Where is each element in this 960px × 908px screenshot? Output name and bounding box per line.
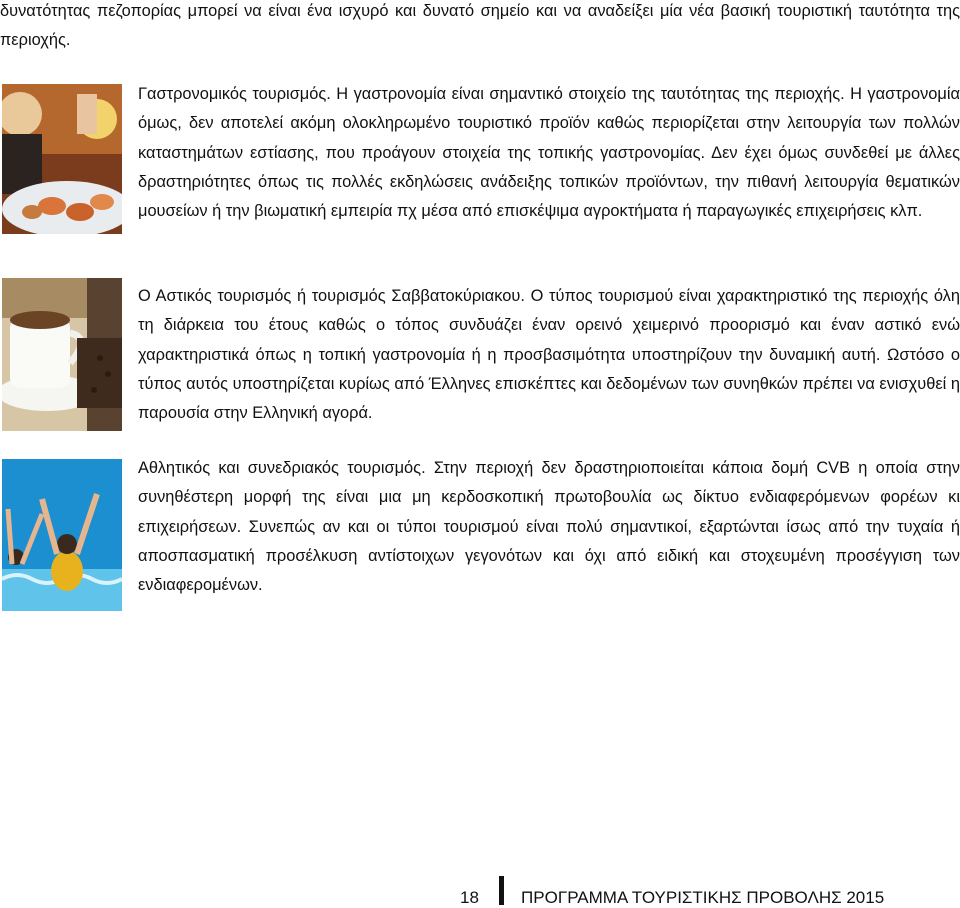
footer-title: ΠΡΟΓΡΑΜΜΑ ΤΟΥΡΙΣΤΙΚΗΣ ΠΡΟΒΟΛΗΣ 2015 — [521, 888, 885, 907]
footer-divider — [499, 876, 504, 905]
page-number: 18 — [460, 888, 479, 907]
section-urban-text: Ο Αστικός τουρισμός ή τουρισμός Σαββατοκύριακου. Ο τύπος τουρισμού είναι χαρακτηριστικό της περιοχής όλη τη διάρκεια του έτους καθώς ο τόπος συνδυάζει έναν ορεινό χειμερινό προορισμό και έναν αστικό ενώ χαρακτηριστικά όπως η τοπική γαστρονομία ή η προσβασιμότητα υποστηρίζουν την δυναμική αυτή. Ωστόσο ο τύπος αυτός υποστηρίζεται κυρίως από Έλληνες επισκέπτες και δεδομένων των συνηθκών πρέπει να ενισχυθεί η παρουσία στην Ελληνική αγορά. — [138, 287, 960, 423]
intro-paragraph: δυνατότητας πεζοπορίας μπορεί να είναι ένα ισχυρό και δυνατό σημείο και να αναδείξει μία νέα βασική τουριστική ταυτότητα της περιοχής. — [0, 2, 960, 50]
synchronized-swimmers-photo — [2, 459, 122, 611]
seafood-dinner-photo — [2, 84, 122, 234]
coffee-cup-photo — [2, 278, 122, 431]
section-gastronomy-text: Γαστρονομικός τουρισμός. Η γαστρονομία είναι σημαντικό στοιχείο της ταυτότητας της περιοχής. Η γαστρονομία όμως, δεν αποτελεί ακόμη ολοκληρωμένο τουριστικό προϊόν καθώς περιορίζεται στην λειτουργία των πολλών καταστημάτων εστίασης, που προάγουν στοιχεία της τοπικής γαστρονομίας. Δεν έχει όμως συνδεθεί με άλλες δραστηριότητες όπως τις πολλές εκδηλώσεις ανάδειξης τοπικών προϊόντων, την πιθανή λειτουργία θεματικών μουσείων ή την βιωματική εμπειρία πχ μέσα από επισκέψιμα αγροκτήματα ή παραγωγικές επιχειρήσεις κλπ. — [138, 85, 960, 221]
section-sports-text: Αθλητικός και συνεδριακός τουρισμός. Στην περιοχή δεν δραστηριοποιείται κάποια δομή CVB η οποία στην συνηθέστερη μορφή της είναι μια μη κερδοσκοπική πρωτοβουλία ως δίκτυο ενδιαφερόμενων φορέων κι επιχειρήσεων. Συνεπώς αν και οι τύποι τουρισμού είναι πολύ σημαντικοί, εξαρτώνται ίσως από την τυχαία ή αποσπασματική προσέλκυση αντίστοιχων γεγονότων και όχι από ειδική και στοχευμένη προσέγγιση των ενδιαφερομένων. — [138, 459, 960, 595]
